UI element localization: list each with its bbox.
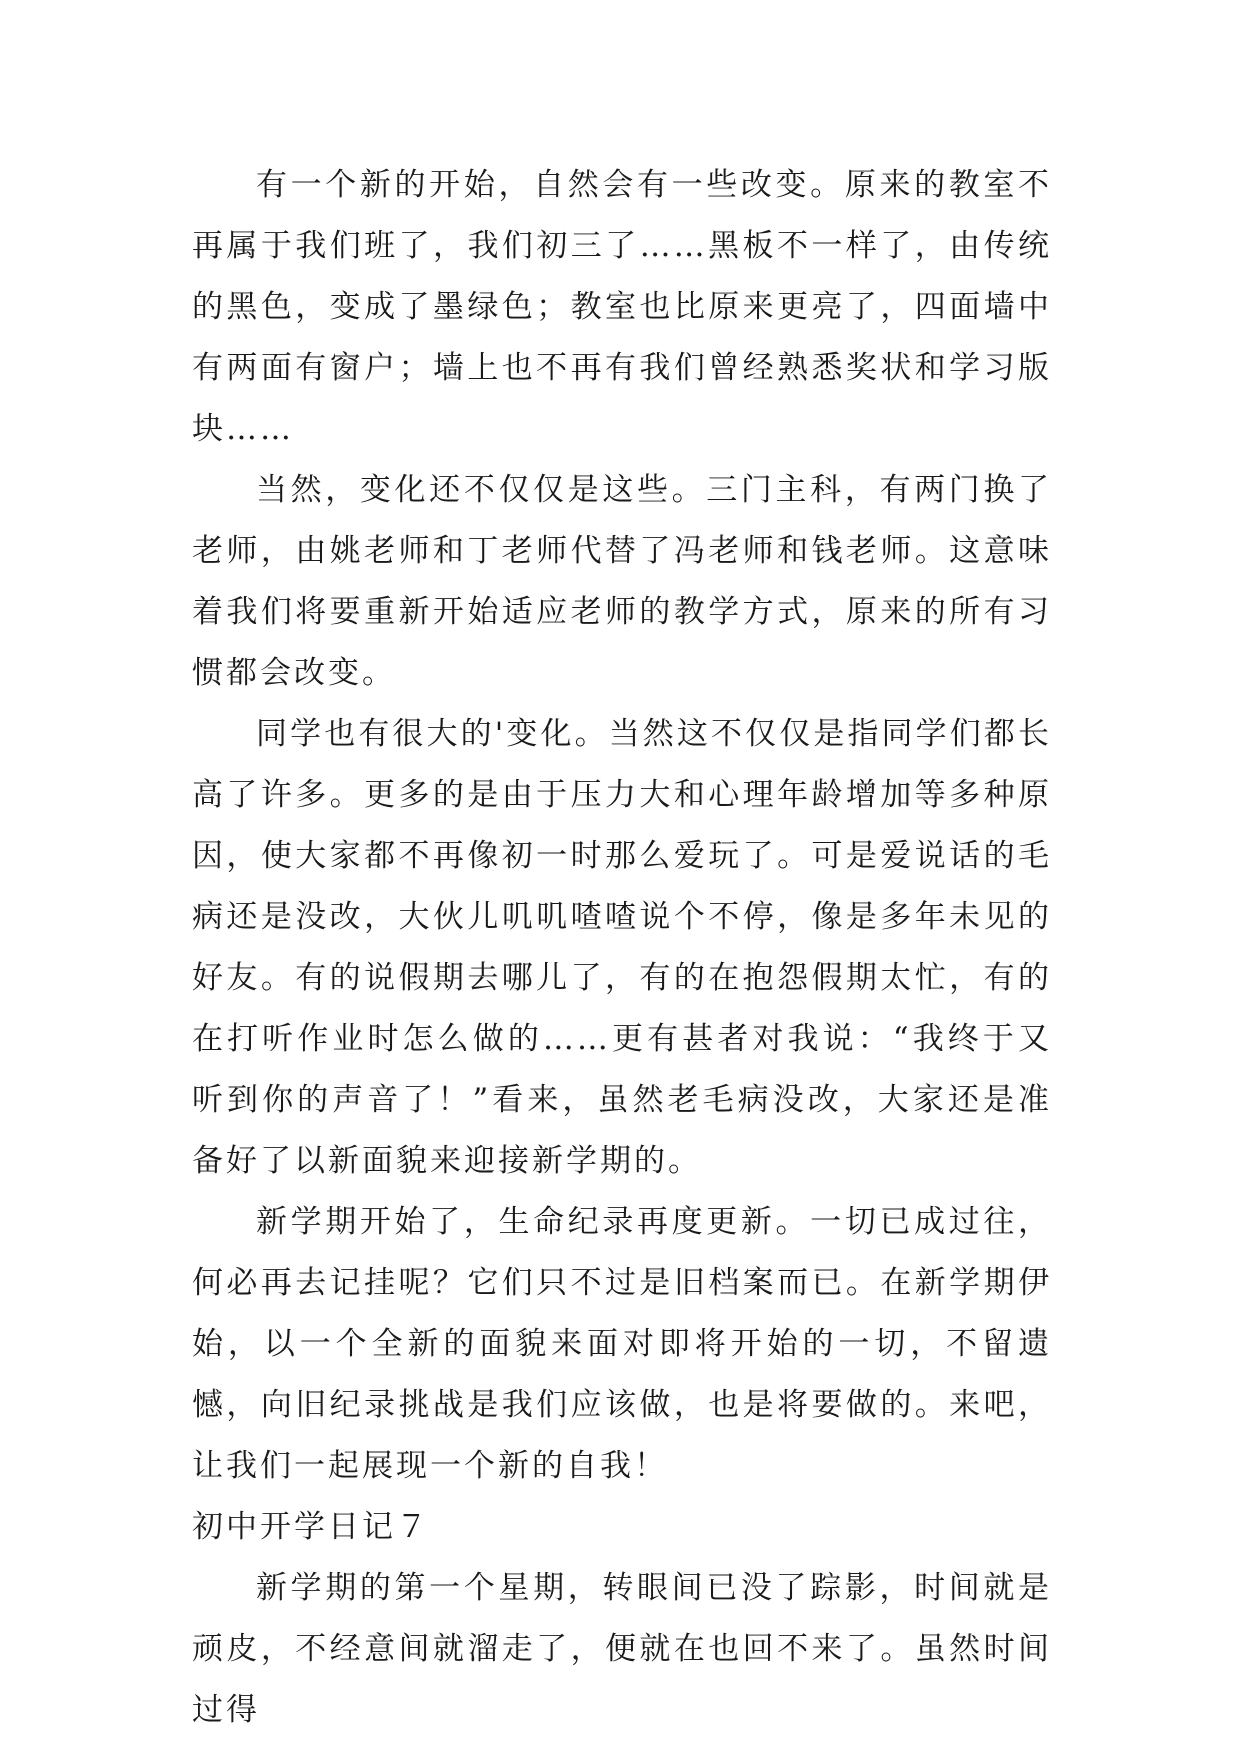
paragraph-classroom-changes: 有一个新的开始，自然会有一些改变。原来的教室不再属于我们班了，我们初三了……黑板不一样了，由传统的黑色，变成了墨绿色；教室也比原来更亮了，四面墙中有两面有窗户；墙上也不再有我们曾经熟悉奖状和学习版块…… (192, 167, 1052, 447)
paragraph-teacher-changes: 当然，变化还不仅仅是这些。三门主科，有两门换了老师，由姚老师和丁老师代替了冯老师和钱老师。这意味着我们将要重新开始适应老师的教学方式，原来的所有习惯都会改变。 (192, 472, 1052, 691)
paragraph-classmate-changes: 同学也有很大的'变化。当然这不仅仅是指同学们都长高了许多。更多的是由于压力大和心理年龄增加等多种原因，使大家都不再像初一时那么爱玩了。可是爱说话的毛病还是没改，大伙儿叽叽喳喳说个不停，像是多年未见的好友。有的说假期去哪儿了，有的在抱怨假期太忙，有的在打听作业时怎么做的……更有甚者对我说：“我终于又听到你的声音了！”看来，虽然老毛病没改，大家还是准备好了以新面貌来迎接新学期的。 (192, 716, 1052, 1179)
paragraph-new-semester: 新学期开始了，生命纪录再度更新。一切已成过往，何必再去记挂呢？它们只不过是旧档案而已。在新学期伊始，以一个全新的面貌来面对即将开始的一切，不留遗憾，向旧纪录挑战是我们应该做，也是将要做的。来吧，让我们一起展现一个新的自我！ (192, 1204, 1052, 1484)
document-body (192, 155, 1052, 1741)
section-heading: 初中开学日记７ (192, 1509, 430, 1545)
paragraph-first-week: 新学期的第一个星期，转眼间已没了踪影，时间就是顽皮，不经意间就溜走了，便就在也回不来了。虽然时间过得 (192, 1570, 1052, 1728)
